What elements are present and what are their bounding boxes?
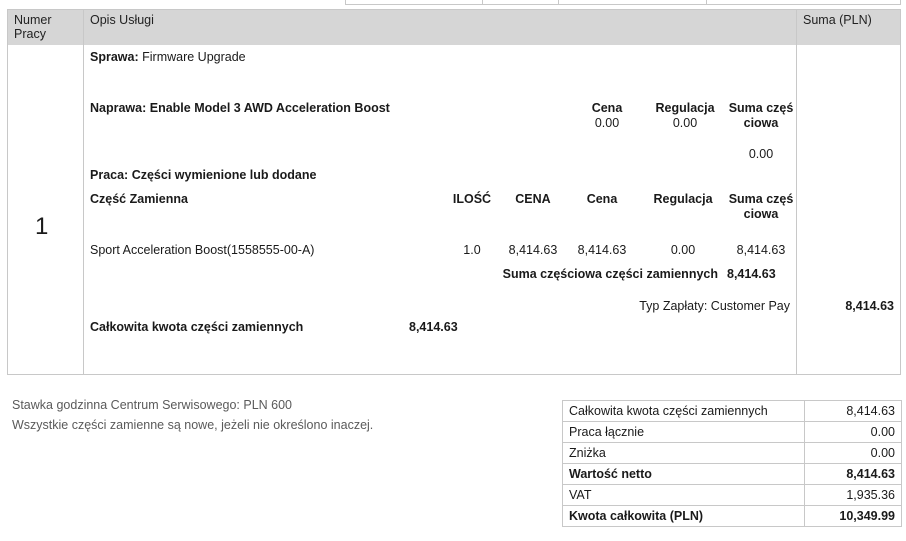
summary-row xyxy=(563,464,902,485)
repair-price-value: 0.00 xyxy=(594,116,620,130)
parts-header-part: Część Zamienna xyxy=(90,192,188,206)
summary-row xyxy=(563,401,902,422)
case-line xyxy=(90,50,246,64)
summary-table xyxy=(562,400,902,527)
previous-table-divider xyxy=(482,0,483,4)
case-value: Firmware Upgrade xyxy=(142,50,246,64)
repair-adjustment-value: 0.00 xyxy=(672,116,698,130)
summary-label: Kwota całkowita (PLN) xyxy=(563,506,805,527)
payment-amount: 8,414.63 xyxy=(845,299,894,313)
part-unit-price: 8,414.63 xyxy=(508,243,558,257)
previous-table-divider xyxy=(900,0,901,4)
repair-subtotal-label: Suma częściowa xyxy=(728,101,794,130)
repair-price-label: Cena xyxy=(591,101,623,115)
parts-header-adjustment: Regulacja xyxy=(653,192,713,206)
part-adjustment: 0.00 xyxy=(670,243,696,257)
header-job-number: Numer Pracy xyxy=(14,13,52,41)
summary-label: Wartość netto xyxy=(563,464,805,485)
summary-label: Zniżka xyxy=(563,443,805,464)
payment-type-value: Customer Pay xyxy=(710,299,790,313)
summary-value: 0.00 xyxy=(805,422,902,443)
payment-type-label: Typ Zapłaty: xyxy=(639,299,708,313)
summary-row xyxy=(563,485,902,506)
hourly-rate-note: Stawka godzinna Centrum Serwisowego: PLN 600 xyxy=(12,398,293,412)
part-qty: 1.0 xyxy=(463,243,481,257)
part-price: 8,414.63 xyxy=(577,243,627,257)
previous-table-divider xyxy=(558,0,559,4)
previous-table-fragment xyxy=(345,0,901,5)
summary-value: 1,935.36 xyxy=(805,485,902,506)
previous-table-divider xyxy=(706,0,707,4)
parts-subtotal-value: 8,414.63 xyxy=(727,267,776,281)
summary-value: 8,414.63 xyxy=(805,464,902,485)
parts-header-subtotal: Suma częściowa xyxy=(728,192,794,221)
column-divider xyxy=(83,10,84,374)
parts-header-price: Cena xyxy=(586,192,618,206)
summary-value: 10,349.99 xyxy=(805,506,902,527)
part-name: Sport Acceleration Boost(1558555-00-A) xyxy=(90,243,315,257)
labor-title: Praca: Części wymienione lub dodane xyxy=(90,168,317,182)
summary-row xyxy=(563,422,902,443)
parts-new-note: Wszystkie części zamienne są nowe, jeżeli nie określono inaczej. xyxy=(12,418,374,432)
header-description: Opis Usługi xyxy=(90,13,154,27)
summary-row xyxy=(563,443,902,464)
summary-value: 0.00 xyxy=(805,443,902,464)
header-sum: Suma (PLN) xyxy=(803,13,872,27)
payment-type xyxy=(560,299,790,313)
summary-row xyxy=(563,506,902,527)
part-subtotal: 8,414.63 xyxy=(736,243,786,257)
summary-label: Praca łącznie xyxy=(563,422,805,443)
job-number: 1 xyxy=(35,213,49,240)
previous-table-divider xyxy=(345,0,346,4)
summary-label: Całkowita kwota części zamiennych xyxy=(563,401,805,422)
summary-label: VAT xyxy=(563,485,805,506)
parts-header-unit-price: CENA xyxy=(515,192,551,206)
repair-subtotal-value: 0.00 xyxy=(748,147,774,161)
repair-adjustment-label: Regulacja xyxy=(655,101,715,115)
repair-title: Naprawa: Enable Model 3 AWD Acceleration Boost xyxy=(90,101,390,115)
summary-value: 8,414.63 xyxy=(805,401,902,422)
parts-total-label: Całkowita kwota części zamiennych xyxy=(90,320,304,334)
case-label: Sprawa: xyxy=(90,50,139,64)
parts-total-value: 8,414.63 xyxy=(409,320,458,334)
column-divider xyxy=(796,10,797,374)
parts-header-qty: ILOŚĆ xyxy=(452,192,492,206)
parts-subtotal-label: Suma częściowa części zamiennych xyxy=(502,267,718,281)
